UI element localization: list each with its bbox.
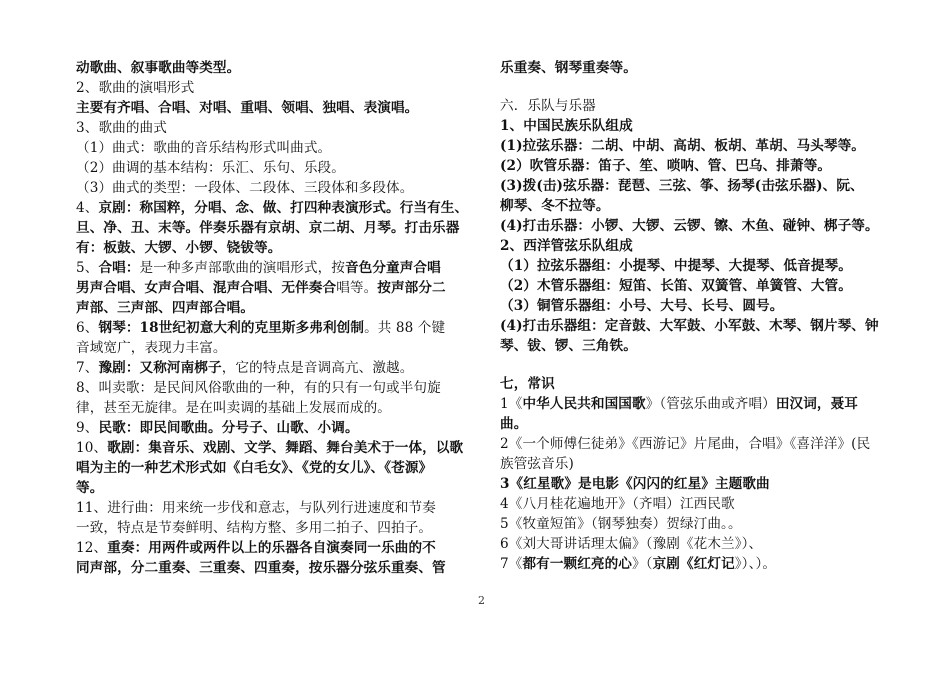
text-line xyxy=(76,78,478,98)
bold-text: (2）吹管乐器：笛子、笙、唢呐、管、巴乌、排萧等。 xyxy=(500,158,832,174)
text: 8、叫卖歌：是民间风俗歌曲的一种，有的只有一句或半句旋 xyxy=(76,380,441,396)
bold-text: (3)拨(击)弦乐器：琵琶、三弦、筝、扬琴(击弦乐器)、阮、 xyxy=(500,178,864,194)
text: 9、 xyxy=(76,420,99,436)
text: 5《牧童短笛》（钢琴独奏）贺绿汀曲。。 xyxy=(500,516,742,532)
text: 是一种多声部歌曲的演唱形式，按 xyxy=(139,260,345,276)
text: 律，甚至无旋律。是在叫卖调的基础上发展而成的。 xyxy=(76,400,391,416)
bold-text: 动歌曲、叙事歌曲等类型。 xyxy=(76,60,241,76)
bold-text: 钢琴：18世纪初意大利的克里斯多弗利创制 xyxy=(98,320,365,336)
text-line xyxy=(76,58,478,78)
bold-text: 重奏：用两件或两件以上的乐器各自演奏同一乐曲的不 xyxy=(107,540,436,556)
paragraph-gap xyxy=(500,78,905,96)
text: 10、 xyxy=(76,440,108,456)
text-line xyxy=(76,378,478,398)
text-line xyxy=(76,438,478,458)
bold-text: 柳琴、冬不拉等。 xyxy=(500,198,610,214)
text-line xyxy=(500,136,905,156)
bold-text: (4)打击乐器：小锣、大锣、云锣、镲、木鱼、碰钟、梆子等。 xyxy=(500,218,879,234)
bold-text: （1）拉弦乐器组：小提琴、中提琴、大提琴、低音提琴。 xyxy=(500,258,852,274)
bold-text: 曲。 xyxy=(500,416,528,432)
text-line xyxy=(76,258,478,278)
text-line xyxy=(76,138,478,158)
bold-text: 2、西洋管弦乐队组成 xyxy=(500,238,633,254)
text: 一致，特点是节奏鲜明、结构方整、多用二拍子、四拍子。 xyxy=(76,520,433,536)
text: 》）、）。 xyxy=(734,556,777,572)
text-line xyxy=(500,196,905,216)
text: 4《八月桂花遍地开》（齐唱）江西民歌 xyxy=(500,496,735,512)
bold-text: 京剧：称国粹，分唱、念、做、打四种表演形式。行当有生、 xyxy=(98,200,469,216)
bold-text: 七，常识 xyxy=(500,376,555,392)
text-line xyxy=(500,534,905,554)
left-column xyxy=(76,58,478,578)
text: 1《 xyxy=(500,396,523,412)
text: 2、歌曲的演唱形式 xyxy=(76,80,195,96)
text-line xyxy=(500,58,905,78)
text-line xyxy=(500,434,905,454)
text: 族管弦音乐) xyxy=(500,456,574,472)
text-line xyxy=(76,358,478,378)
bold-text: 等。 xyxy=(76,480,104,496)
text: 。共 88 个键 xyxy=(364,320,446,336)
text-line xyxy=(76,218,478,238)
bold-text: 音色分童声合唱 xyxy=(344,260,441,276)
text-line xyxy=(76,278,478,298)
text-line xyxy=(76,398,478,418)
text-line xyxy=(76,478,478,498)
text: 7《 xyxy=(500,556,523,572)
bold-text: 主要有齐唱、合唱、对唱、重唱、领唱、独唱、表演唱。 xyxy=(76,100,419,116)
text-line xyxy=(76,498,478,518)
paragraph-gap xyxy=(500,356,905,374)
text: 唱等。 xyxy=(336,280,378,296)
text-line xyxy=(500,216,905,236)
bold-text: 同声部，分二重奏、三重奏、四重奏，按乐器分弦乐重奏、管 xyxy=(76,560,446,576)
text-line xyxy=(76,538,478,558)
text: （1）曲式：歌曲的音乐结构形式叫曲式。 xyxy=(76,140,332,156)
bold-text: 合唱： xyxy=(98,260,140,276)
text: 7、 xyxy=(76,360,99,376)
bold-text: (4)打击乐器组：定音鼓、大军鼓、小军鼓、木琴、钢片琴、钟 xyxy=(500,318,879,334)
text-line xyxy=(500,176,905,196)
text-line xyxy=(76,238,478,258)
text-line xyxy=(76,558,478,578)
bold-text: 旦、净、丑、末等。伴奏乐器有京胡、京二胡、月琴。打击乐器 xyxy=(76,220,460,236)
bold-text: (1)拉弦乐器：二胡、中胡、高胡、板胡、革胡、马头琴等。 xyxy=(500,138,865,154)
text-line xyxy=(500,276,905,296)
text: ，它的特点是音调高亢、激越。 xyxy=(221,360,414,376)
text-line xyxy=(500,96,905,116)
text: 5、 xyxy=(76,260,99,276)
text-line xyxy=(500,554,905,574)
bold-text: （2）木管乐器组：短笛、长笛、双簧管、单簧管、大管。 xyxy=(500,278,852,294)
text-line xyxy=(500,514,905,534)
text: 6《刘大哥讲话理太偏》（豫剧《花木兰》）、 xyxy=(500,536,763,552)
text-line xyxy=(76,318,478,338)
text: 4、 xyxy=(76,200,99,216)
text-line xyxy=(500,256,905,276)
bold-text: 按声部分二 xyxy=(377,280,446,296)
right-column xyxy=(500,58,905,574)
text-line xyxy=(76,118,478,138)
text-line xyxy=(76,338,478,358)
text-line xyxy=(500,494,905,514)
text-line xyxy=(500,336,905,356)
text: 》（ xyxy=(632,556,653,572)
text-line xyxy=(500,316,905,336)
text-line xyxy=(76,198,478,218)
text: 》（管弦乐曲或齐唱） xyxy=(645,396,776,412)
text-line xyxy=(76,98,478,118)
bold-text: 中华人民共和国国歌 xyxy=(522,396,646,412)
text-line xyxy=(500,474,905,494)
text-line xyxy=(500,156,905,176)
text-line xyxy=(500,296,905,316)
text: 11、进行曲：用来统一步伐和意志，与队列行进速度和节奏 xyxy=(76,500,436,516)
bold-text: 都有一颗红亮的心 xyxy=(522,556,633,572)
text-line xyxy=(76,418,478,438)
text: （2）曲调的基本结构：乐汇、乐句、乐段。 xyxy=(76,160,345,176)
bold-text: 3《红星歌》是电影《闪闪的红星》主题歌曲 xyxy=(500,476,770,492)
text: 音域宽广，表现力丰富。 xyxy=(76,340,227,356)
bold-text: 琴、钹、锣、三角铁。 xyxy=(500,338,637,354)
text: 12、 xyxy=(76,540,108,556)
bold-text: 豫剧：又称河南梆子 xyxy=(98,360,222,376)
bold-text: 1、中国民族乐队组成 xyxy=(500,118,633,134)
bold-text: 民歌：即民间歌曲。分号子、山歌、小调。 xyxy=(98,420,359,436)
bold-text: 有：板鼓、大锣、小锣、铙钹等。 xyxy=(76,240,282,256)
text: 2《一个师傅仨徒弟》《西游记》片尾曲，合唱》《喜洋洋》(民 xyxy=(500,436,871,452)
text-line xyxy=(76,178,478,198)
page-number: 2 xyxy=(478,594,485,607)
text-line xyxy=(500,454,905,474)
text-line xyxy=(500,116,905,136)
text: 6、 xyxy=(76,320,99,336)
bold-text: 歌剧：集音乐、戏剧、文学、舞蹈、舞台美术于一体，以歌 xyxy=(107,440,464,456)
bold-text: 乐重奏、钢琴重奏等。 xyxy=(500,60,637,76)
bold-text: 京剧《红灯记 xyxy=(652,556,735,572)
text: 3、歌曲的曲式 xyxy=(76,120,167,136)
bold-text: （3）铜管乐器组：小号、大号、长号、圆号。 xyxy=(500,298,784,314)
bold-text: 唱为主的一种艺术形式如《白毛女》、《党的女儿》、《苍源》 xyxy=(76,460,433,476)
text: 六．乐队与乐器 xyxy=(500,98,596,114)
bold-text: 声部、三声部、四声部合唱。 xyxy=(76,300,255,316)
text-line xyxy=(76,298,478,318)
bold-text: 男声合唱、女声合唱、混声合唱、无伴奏合 xyxy=(76,280,337,296)
text: （3）曲式的类型：一段体、二段体、三段体和多段体。 xyxy=(76,180,414,196)
text-line xyxy=(76,458,478,478)
text-line xyxy=(76,158,478,178)
text-line xyxy=(500,414,905,434)
bold-text: 田汉词，聂耳 xyxy=(775,396,859,412)
text-line xyxy=(500,394,905,414)
text-line xyxy=(500,236,905,256)
text-line xyxy=(76,518,478,538)
text-line xyxy=(500,374,905,394)
